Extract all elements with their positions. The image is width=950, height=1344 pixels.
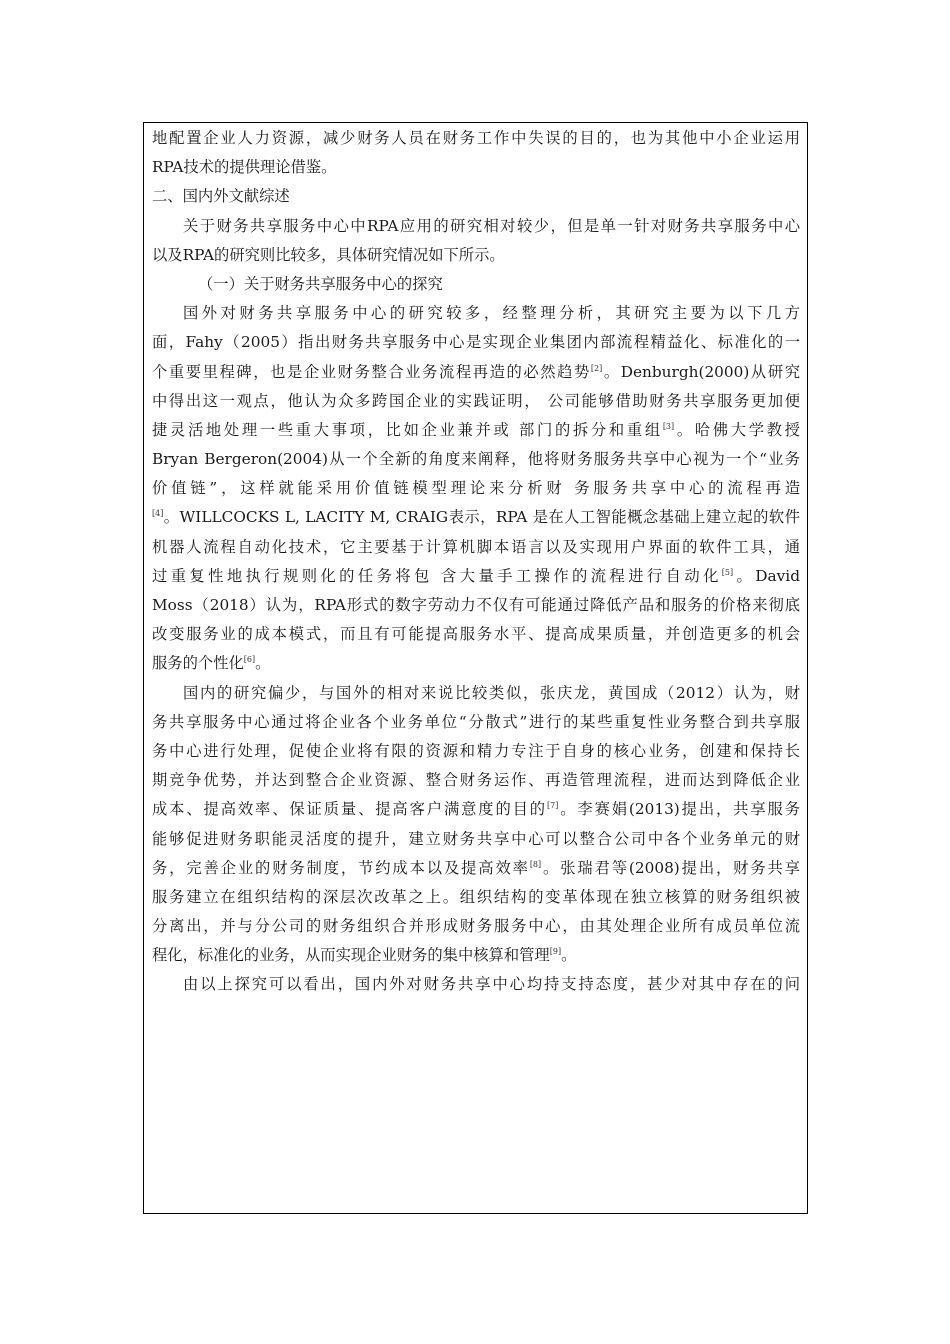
text-line (152, 970, 800, 999)
line-text: 面，Fahy（2005）指出财务共享服务中心是实现企业集团内部流程精益化、标准化的一 (152, 333, 800, 352)
line-text-after-ref: 。 (561, 946, 577, 965)
line-text-after-ref: 。张瑞君等(2008)提出，财务共享 (541, 858, 800, 877)
line-text-after-ref: 。Denburgh(2000)从研究 (602, 362, 800, 381)
line-text: 个重要里程碑，也是企业财务整合业务流程再造的必然趋势 (152, 362, 591, 381)
line-text: 地配置企业人力资源，减少财务人员在财务工作中失误的目的，也为其他中小企业运用 (152, 129, 800, 147)
line-text: 国内的研究偏少，与国外的相对来说比较类似，张庆龙，黄国成（2012）认为，财 (183, 683, 800, 702)
line-text: 关于财务共享服务中心中RPA应用的研究相对较少，但是单一针对财务共享服务中心 (183, 216, 800, 235)
line-text: 能够促进财务职能灵活度的提升，建立财务共享中心可以整合公司中各个业务单元的财 (152, 829, 800, 848)
text-line (152, 212, 800, 241)
text-line (152, 241, 800, 270)
text-line (152, 562, 800, 591)
text-line (152, 883, 800, 912)
line-text: 务，完善企业的财务制度，节约成本以及提高效率 (152, 858, 530, 877)
text-line (152, 825, 800, 854)
text-line (152, 912, 800, 941)
text-line (152, 328, 800, 357)
line-text-after-ref: 。David (733, 566, 800, 585)
text-line (152, 649, 800, 678)
line-text: （一）关于财务共享服务中心的探究 (198, 274, 443, 293)
citation-ref: [6] (243, 655, 256, 665)
line-text: 分离出，并与分公司的财务组织合并形成财务服务中心，由其处理企业所有成员单位流 (152, 917, 800, 936)
line-text: 务中心进行处理，促使企业将有限的资源和精力专注于自身的核心业务，创建和保持长 (152, 741, 800, 760)
line-text: 服务的个性化 (152, 654, 244, 673)
line-text-after-ref: 。WILLCOCKS L, LACITY M, CRAIG表示，RPA 是在人工智能概念基础上建立起的软件 (163, 508, 800, 527)
text-line (152, 533, 800, 562)
text-line (152, 182, 800, 211)
line-text: 捷灵活地处理一些重大事项，比如企业兼并或 部门的拆分和重组 (152, 420, 663, 439)
text-line (152, 445, 800, 474)
text-line (152, 124, 800, 153)
text-line (152, 474, 800, 503)
text-line (152, 620, 800, 649)
text-line (152, 854, 800, 883)
line-text: 以及RPA的研究则比较多，具体研究情况如下所示。 (152, 245, 505, 264)
line-text: 改变服务业的成本模式，而且有可能提高服务水平、提高成果质量，并创造更多的机会 (152, 625, 800, 644)
citation-ref: [2] (590, 363, 603, 373)
text-line (152, 737, 800, 766)
line-text: RPA技术的提供理论借鉴。 (152, 158, 337, 177)
text-line (152, 358, 800, 387)
citation-ref: [8] (529, 859, 542, 869)
document-body (152, 124, 800, 1000)
citation-ref: [9] (549, 947, 562, 957)
line-text: 过重复性地执行规则化的任务将包 含大量手工操作的流程进行自动化 (152, 566, 722, 585)
text-line (152, 941, 800, 970)
citation-ref: [5] (721, 567, 734, 577)
line-text: 务共享服务中心通过将企业各个业务单位“分散式”进行的某些重复性业务整合到共享服 (152, 712, 800, 731)
line-text: 国外对财务共享服务中心的研究较多，经整理分析，其研究主要为以下几方 (183, 304, 800, 323)
line-text-after-ref: 。哈佛大学教授 (674, 420, 800, 439)
line-text: 中得出这一观点，他认为众多跨国企业的实践证明， 公司能够借助财务共享服务更加便 (152, 391, 800, 410)
text-line (152, 503, 800, 532)
citation-ref: [3] (662, 421, 675, 431)
line-text: 程化，标准化的业务，从而实现企业财务的集中核算和管理 (152, 946, 550, 965)
text-line (152, 708, 800, 737)
text-line (152, 679, 800, 708)
line-text: 机器人流程自动化技术，它主要基于计算机脚本语言以及实现用户界面的软件工具，通 (152, 537, 800, 556)
citation-ref: [4] (152, 509, 164, 519)
text-line (152, 766, 800, 795)
text-line (152, 387, 800, 416)
line-text-after-ref: 。李赛娟(2013)提出，共享服务 (558, 800, 800, 819)
line-text: 期竞争优势，并达到整合企业资源、整合财务运作、再造管理流程，进而达到降低企业 (152, 771, 800, 790)
text-line (152, 591, 800, 620)
text-line (152, 416, 800, 445)
citation-ref: [7] (547, 801, 559, 811)
text-line (152, 299, 800, 328)
line-text: 成本、提高效率、保证质量、提高客户满意度的目的 (152, 800, 547, 819)
line-text: 由以上探究可以看出，国内外对财务共享中心均持支持态度，甚少对其中存在的问 (183, 975, 800, 994)
line-text: Moss（2018）认为，RPA形式的数字劳动力不仅有可能通过降低产品和服务的价格来彻底 (152, 596, 800, 614)
line-text-after-ref: 。 (255, 654, 271, 673)
text-line (152, 795, 800, 824)
text-line (152, 270, 800, 299)
line-text: 二、国内外文献综述 (152, 187, 290, 206)
line-text: Bryan Bergeron(2004)从一个全新的角度来阐释，他将财务服务共享中心视为一个“业务 (152, 450, 800, 469)
text-line (152, 153, 800, 182)
line-text: 服务建立在组织结构的深层次改革之上。组织结构的变革体现在独立核算的财务组织被 (152, 887, 800, 906)
line-text: 价值链”，这样就能采用价值链模型理论来分析财 务服务共享中心的流程再造 (152, 479, 800, 498)
